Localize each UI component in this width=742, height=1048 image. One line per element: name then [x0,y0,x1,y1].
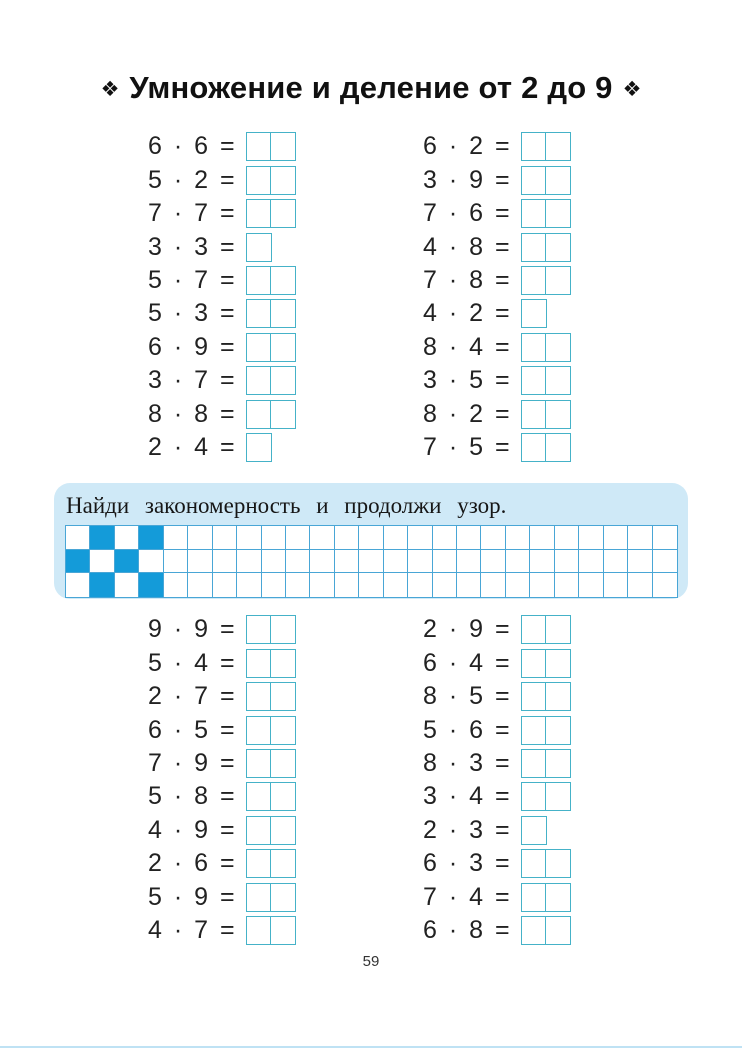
exercise-row [148,713,296,746]
answer-box[interactable] [246,615,272,644]
exercise-expression: 2 · 6 = [148,849,235,878]
answer-box[interactable] [246,199,272,228]
answer-box[interactable] [521,649,547,678]
answer-box[interactable] [521,132,547,161]
exercise-expression: 2 · 9 = [423,615,510,644]
answer-boxes [246,716,296,745]
answer-box[interactable] [270,366,296,395]
pattern-cell[interactable] [433,573,457,597]
pattern-cell[interactable] [481,550,505,574]
exercise-expression: 7 · 7 = [148,199,235,228]
answer-box[interactable] [521,266,547,295]
exercise-row [148,398,296,431]
pattern-cell[interactable] [213,526,237,550]
exercise-expression: 8 · 4 = [423,332,510,361]
answer-box[interactable] [270,266,296,295]
pattern-cell[interactable] [262,573,286,597]
answer-boxes [246,366,296,395]
exercise-expression: 3 · 5 = [423,366,510,395]
answer-box[interactable] [270,615,296,644]
exercise-row [148,264,296,297]
pattern-cell[interactable] [359,573,383,597]
exercise-row [148,331,296,364]
answer-box[interactable] [545,132,571,161]
answer-box[interactable] [521,615,547,644]
answer-box[interactable] [246,400,272,429]
exercise-row [148,613,296,646]
ornament-diamond-icon: ❖ [622,77,642,101]
answer-boxes [521,615,571,644]
answer-box[interactable] [270,716,296,745]
pattern-cell[interactable] [579,526,603,550]
exercise-row [423,613,571,646]
answer-box[interactable] [545,849,571,878]
pattern-cell[interactable] [310,573,334,597]
answer-boxes [521,782,571,811]
answer-box[interactable] [246,849,272,878]
answer-boxes [521,199,571,228]
pattern-cell[interactable] [384,526,408,550]
exercise-expression: 8 · 3 = [423,748,510,777]
answer-box[interactable] [521,782,547,811]
pattern-cell[interactable] [628,573,652,597]
answer-box[interactable] [521,883,547,912]
answer-box[interactable] [521,433,547,462]
pattern-cell[interactable] [433,526,457,550]
answer-box[interactable] [521,716,547,745]
answer-boxes [246,749,296,778]
exercise-row [148,814,296,847]
pattern-cell[interactable] [579,550,603,574]
pattern-cell-filled [66,550,90,574]
exercise-expression: 4 · 8 = [423,232,510,261]
exercise-expression: 9 · 9 = [148,615,235,644]
exercise-expression: 3 · 3 = [148,232,235,261]
pattern-cell[interactable] [604,526,628,550]
answer-box[interactable] [521,166,547,195]
exercise-row [423,398,571,431]
pattern-cell[interactable] [237,573,261,597]
answer-box[interactable] [521,299,547,328]
pattern-cell[interactable] [188,550,212,574]
pattern-cell[interactable] [457,550,481,574]
answer-boxes [521,366,571,395]
pattern-cell[interactable] [237,550,261,574]
pattern-cell[interactable] [310,526,334,550]
exercise-expression: 4 · 9 = [148,815,235,844]
answer-boxes [246,615,296,644]
answer-boxes [521,649,571,678]
pattern-cell[interactable] [628,526,652,550]
exercise-row [148,197,296,230]
pattern-cell[interactable] [433,550,457,574]
answer-box[interactable] [545,615,571,644]
exercise-column-top-left [148,130,296,464]
exercise-row [423,431,571,464]
pattern-cell[interactable] [335,550,359,574]
exercise-expression: 2 · 4 = [148,433,235,462]
answer-box[interactable] [270,816,296,845]
answer-boxes [521,166,571,195]
answer-boxes [521,132,571,161]
answer-box[interactable] [270,649,296,678]
pattern-cell[interactable] [530,526,554,550]
answer-boxes [521,233,571,262]
answer-box[interactable] [246,916,272,945]
answer-box[interactable] [270,749,296,778]
pattern-cell[interactable] [164,526,188,550]
exercise-row [148,680,296,713]
pattern-cell[interactable] [408,550,432,574]
exercise-row [423,646,571,679]
answer-box[interactable] [246,233,272,262]
exercise-row [148,297,296,330]
answer-boxes [246,199,296,228]
answer-boxes [246,682,296,711]
answer-box[interactable] [545,682,571,711]
answer-boxes [246,333,296,362]
pattern-cell[interactable] [481,573,505,597]
pattern-cell[interactable] [506,526,530,550]
answer-box[interactable] [545,199,571,228]
answer-box[interactable] [521,233,547,262]
ornament-diamond-icon: ❖ [100,77,120,101]
answer-boxes [521,816,547,845]
page-title [0,70,742,106]
answer-box[interactable] [270,299,296,328]
pattern-cell[interactable] [530,550,554,574]
answer-box[interactable] [545,233,571,262]
exercise-expression: 6 · 6 = [148,132,235,161]
answer-boxes [521,916,571,945]
answer-box[interactable] [246,649,272,678]
answer-boxes [521,400,571,429]
exercise-column-bottom-right [423,613,571,947]
pattern-cell-filled [90,526,114,550]
exercise-row [423,364,571,397]
exercise-expression: 7 · 9 = [148,748,235,777]
pattern-cell[interactable] [115,526,139,550]
exercise-row [423,297,571,330]
answer-boxes [246,233,272,262]
pattern-cell-filled [139,573,163,597]
exercise-row [148,230,296,263]
pattern-cell[interactable] [384,573,408,597]
pattern-cell[interactable] [213,550,237,574]
answer-box[interactable] [246,716,272,745]
exercise-expression: 7 · 6 = [423,199,510,228]
answer-box[interactable] [545,716,571,745]
exercise-expression: 4 · 7 = [148,916,235,945]
pattern-cell[interactable] [408,573,432,597]
pattern-grid [65,525,678,598]
page-title-text: Умножение и деление от 2 до 9 [129,70,613,105]
pattern-cell[interactable] [286,526,310,550]
answer-box[interactable] [246,166,272,195]
answer-boxes [521,333,571,362]
answer-boxes [246,433,272,462]
answer-boxes [246,166,296,195]
pattern-cell[interactable] [262,526,286,550]
pattern-panel [54,483,688,599]
answer-box[interactable] [521,366,547,395]
exercise-row [423,814,571,847]
pattern-cell[interactable] [262,550,286,574]
exercise-expression: 2 · 7 = [148,682,235,711]
pattern-cell[interactable] [457,573,481,597]
exercise-expression: 6 · 8 = [423,916,510,945]
answer-boxes [521,682,571,711]
answer-box[interactable] [521,682,547,711]
exercise-expression: 8 · 8 = [148,399,235,428]
exercise-column-top-right [423,130,571,464]
answer-box[interactable] [246,299,272,328]
pattern-cell[interactable] [188,526,212,550]
pattern-cell[interactable] [213,573,237,597]
pattern-cell[interactable] [66,526,90,550]
exercise-row [423,264,571,297]
answer-box[interactable] [545,166,571,195]
answer-boxes [521,266,571,295]
exercise-expression: 8 · 5 = [423,682,510,711]
exercise-row [148,881,296,914]
answer-box[interactable] [270,132,296,161]
answer-box[interactable] [270,166,296,195]
exercise-expression: 5 · 4 = [148,648,235,677]
pattern-cell[interactable] [164,550,188,574]
exercise-row [148,163,296,196]
answer-boxes [246,883,296,912]
answer-boxes [246,400,296,429]
pattern-cell[interactable] [457,526,481,550]
answer-box[interactable] [270,400,296,429]
pattern-cell[interactable] [604,550,628,574]
exercise-row [148,364,296,397]
answer-box[interactable] [246,749,272,778]
exercise-row [148,646,296,679]
answer-box[interactable] [521,333,547,362]
exercise-expression: 5 · 3 = [148,299,235,328]
exercise-expression: 5 · 8 = [148,782,235,811]
exercise-row [423,230,571,263]
pattern-cell[interactable] [335,573,359,597]
pattern-cell[interactable] [653,573,677,597]
exercise-expression: 8 · 2 = [423,399,510,428]
pattern-cell[interactable] [481,526,505,550]
pattern-cell[interactable] [408,526,432,550]
pattern-cell[interactable] [604,573,628,597]
pattern-cell[interactable] [359,550,383,574]
pattern-cell[interactable] [164,573,188,597]
exercise-column-bottom-left [148,613,296,947]
exercise-row [423,680,571,713]
exercise-expression: 6 · 3 = [423,849,510,878]
pattern-cell[interactable] [237,526,261,550]
pattern-cell[interactable] [555,550,579,574]
pattern-cell[interactable] [286,550,310,574]
exercise-row [423,780,571,813]
answer-box[interactable] [270,916,296,945]
answer-box[interactable] [246,883,272,912]
pattern-cell[interactable] [359,526,383,550]
answer-box[interactable] [521,849,547,878]
answer-box[interactable] [545,366,571,395]
answer-boxes [246,132,296,161]
exercise-expression: 6 · 5 = [148,715,235,744]
answer-box[interactable] [545,649,571,678]
pattern-cell[interactable] [506,550,530,574]
pattern-cell[interactable] [653,550,677,574]
exercise-row [423,881,571,914]
answer-boxes [246,266,296,295]
answer-boxes [521,716,571,745]
pattern-cell[interactable] [555,573,579,597]
exercise-expression: 6 · 4 = [423,648,510,677]
answer-boxes [521,883,571,912]
exercise-expression: 7 · 5 = [423,433,510,462]
answer-box[interactable] [246,816,272,845]
answer-box[interactable] [246,433,272,462]
pattern-cell[interactable] [653,526,677,550]
answer-boxes [246,649,296,678]
exercise-expression: 6 · 2 = [423,132,510,161]
exercise-row [423,331,571,364]
answer-box[interactable] [545,749,571,778]
answer-box[interactable] [545,266,571,295]
answer-box[interactable] [246,333,272,362]
pattern-cell[interactable] [506,573,530,597]
answer-box[interactable] [521,749,547,778]
page-number: 59 [362,953,380,970]
answer-boxes [246,299,296,328]
pattern-cell[interactable] [555,526,579,550]
answer-box[interactable] [246,132,272,161]
pattern-cell[interactable] [310,550,334,574]
exercise-expression: 5 · 6 = [423,715,510,744]
pattern-cell[interactable] [90,550,114,574]
exercise-row [148,780,296,813]
answer-box[interactable] [270,682,296,711]
exercise-row [148,747,296,780]
exercise-row [148,914,296,947]
pattern-cell-filled [139,526,163,550]
pattern-cell-filled [90,573,114,597]
exercise-expression: 5 · 7 = [148,265,235,294]
exercise-expression: 3 · 7 = [148,366,235,395]
exercise-row [148,847,296,880]
answer-box[interactable] [246,682,272,711]
answer-box[interactable] [246,366,272,395]
answer-box[interactable] [270,333,296,362]
exercise-expression: 5 · 9 = [148,882,235,911]
answer-box[interactable] [270,883,296,912]
exercise-row [423,914,571,947]
exercise-expression: 5 · 2 = [148,165,235,194]
pattern-cell[interactable] [384,550,408,574]
pattern-cell[interactable] [139,550,163,574]
answer-box[interactable] [545,916,571,945]
answer-box[interactable] [246,266,272,295]
pattern-cell[interactable] [628,550,652,574]
answer-box[interactable] [545,782,571,811]
answer-box[interactable] [545,433,571,462]
exercise-row [423,747,571,780]
pattern-cell[interactable] [530,573,554,597]
answer-box[interactable] [545,400,571,429]
answer-box[interactable] [521,916,547,945]
exercise-expression: 4 · 2 = [423,299,510,328]
exercise-row [423,130,571,163]
exercise-expression: 2 · 3 = [423,815,510,844]
exercise-row [148,130,296,163]
exercise-expression: 6 · 9 = [148,332,235,361]
pattern-cell-filled [115,550,139,574]
answer-box[interactable] [270,782,296,811]
answer-box[interactable] [521,199,547,228]
answer-box[interactable] [521,816,547,845]
exercise-row [423,197,571,230]
answer-box[interactable] [545,883,571,912]
answer-box[interactable] [521,400,547,429]
answer-box[interactable] [270,199,296,228]
exercise-row [423,847,571,880]
answer-boxes [521,849,571,878]
answer-boxes [246,816,296,845]
exercise-expression: 3 · 4 = [423,782,510,811]
exercise-expression: 3 · 9 = [423,165,510,194]
answer-boxes [246,782,296,811]
exercise-row [423,713,571,746]
exercise-row [148,431,296,464]
answer-boxes [521,299,547,328]
pattern-cell[interactable] [286,573,310,597]
pattern-instruction: Найди закономерность и продолжи узор. [66,493,507,518]
pattern-cell[interactable] [66,573,90,597]
exercise-expression: 7 · 8 = [423,265,510,294]
answer-box[interactable] [270,849,296,878]
pattern-cell[interactable] [115,573,139,597]
answer-boxes [246,849,296,878]
pattern-cell[interactable] [579,573,603,597]
pattern-cell[interactable] [335,526,359,550]
exercise-row [423,163,571,196]
pattern-cell[interactable] [188,573,212,597]
answer-box[interactable] [545,333,571,362]
answer-boxes [521,433,571,462]
answer-boxes [246,916,296,945]
answer-box[interactable] [246,782,272,811]
answer-boxes [521,749,571,778]
exercise-expression: 7 · 4 = [423,882,510,911]
